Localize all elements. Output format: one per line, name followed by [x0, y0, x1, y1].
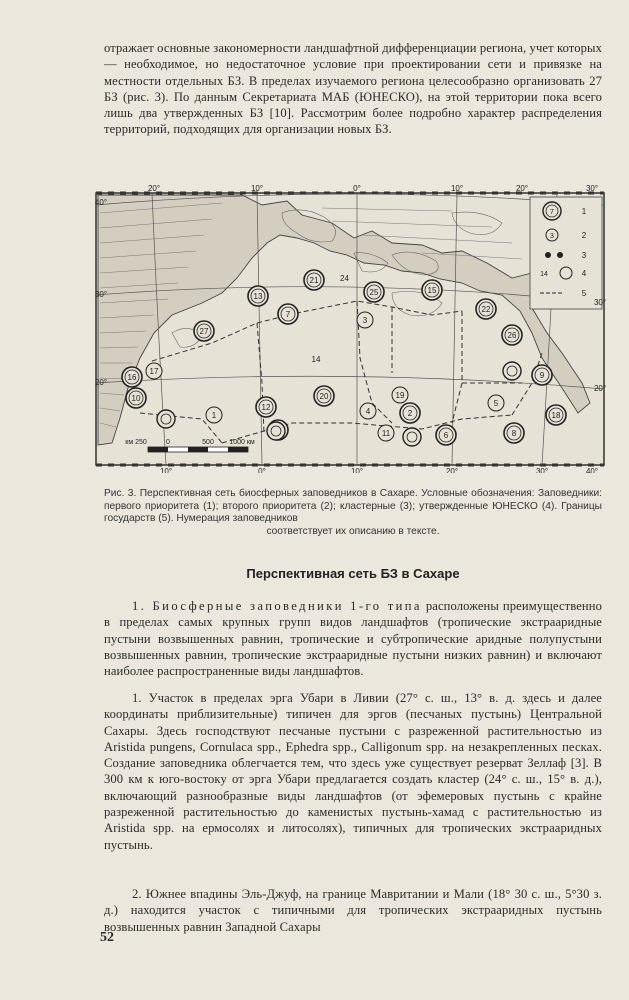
reserve-number: 17: [149, 367, 159, 376]
legend-symbol-number: 14: [540, 271, 548, 278]
page-number: 52: [100, 930, 114, 945]
figure-caption: [104, 488, 602, 538]
paragraph-reserves-type-1: [104, 598, 602, 679]
legend-label: 2: [581, 231, 587, 240]
reserve-cluster-ring: [503, 362, 521, 380]
reserve-number: 27: [199, 327, 209, 336]
latitude-left-label: 40°: [94, 198, 108, 207]
legend-symbol-number: 3: [550, 233, 554, 240]
caption-line-2: соответствует их описанию в тексте.: [266, 525, 440, 537]
reserve-number: 22: [481, 305, 491, 314]
scale-label: 500: [202, 439, 214, 446]
legend-label: 1: [581, 207, 587, 216]
legend-symbol-cluster-dot: [545, 252, 551, 258]
legend-symbol-cluster-dot: [557, 252, 563, 258]
reserve-number: 26: [507, 331, 517, 340]
reserve-number: 10: [131, 394, 141, 403]
reserve-cluster-ring: [157, 410, 175, 428]
intro-paragraph: отражает основные закономерности ландшафтной дифференциации региона, учет которых — необходимое, но недостаточное условие при проектировании сети и привязке на местности отдельных БЗ. В пределах изучаемого региона целесообразно организовать 27 БЗ (рис. 3). По данным Секретариата МАБ (ЮНЕСКО), на этой территории пока всего лишь два утвержденных БЗ [10]. Рассмотрим более подробно характер распределения территорий, подходящих для организации новых БЗ.: [104, 41, 602, 137]
reserve-number: 20: [319, 392, 329, 401]
scale-label: 0: [166, 439, 170, 446]
longitude-top-label: 20°: [515, 184, 529, 193]
paragraph-rest: расположены преимущественно в пределах самых крупных групп видов ландшафтов (тропические экстрааридные пустыни возвышенных равнин, тропические и субтропические аридные полупустыни возвышенных равнин, тропические экстрааридные пустыни низких равнин) и включают наиболее распространенные виды ландшафтов.: [104, 599, 602, 679]
reserve-number: 16: [127, 373, 137, 382]
legend-label: 3: [581, 251, 587, 260]
reserve-number: 18: [551, 411, 561, 420]
longitude-bottom-label: 30°: [535, 467, 549, 473]
latitude-right-label: 30°: [593, 298, 607, 307]
longitude-bottom-label: 0°: [258, 467, 266, 473]
area-label-24: 24: [340, 274, 349, 283]
longitude-top-label: 0°: [353, 184, 361, 193]
paragraph-ubari-erg: 1. Участок в пределах эрга Убари в Ливии (27° с. ш., 13° в. д. здесь и далее координаты приблизительные) типичен для эргов (песчаных пустынь) Центральной Сахары. Здесь господствуют песчаные пустыни с разреженной растительностью из Aristida pungens, Cornulaca spp., Ephedra spp., Calligonum spp. на незакрепленных песках. Создание заповедника облегчается тем, что здесь уже существует резерват Зеллаф [3]. В 300 км к юго-востоку от эрга Убари предлагается создать кластер (24° с. ш., 15° в. д.), включающий разнообразные виды ландшафтов (от эфемеровых пустынь с крайне разреженной растительностью до каменистых пустынь-хамад с растительностью из Aristida spp. на ермосолях и литосолях), типичных для тропических экстрааридных пустынь.: [104, 691, 602, 852]
caption-line-1: Рис. 3. Перспективная сеть биосферных заповедников в Сахаре. Условные обозначения: Заповедники: первого приоритета (1); второго приоритета (2); кластерные (3); утвержденные ЮНЕСКО (4). Границы государств (5). Нумерация заповедников: [104, 488, 602, 525]
reserve-number: 2: [407, 409, 413, 418]
longitude-top-label: 30°: [585, 184, 599, 193]
latitude-left-label: 20°: [94, 378, 108, 387]
reserve-number: 12: [261, 403, 271, 412]
map-figure: [92, 183, 610, 473]
longitude-top-label: 10°: [250, 184, 264, 193]
reserve-label: 14: [311, 355, 321, 364]
reserve-number: 4: [365, 407, 371, 416]
longitude-top-label: 20°: [147, 184, 161, 193]
scale-bar: [148, 447, 248, 452]
longitude-bottom-label: 40°: [585, 467, 599, 473]
reserve-number: 7: [285, 310, 291, 319]
section-heading: Перспективная сеть БЗ в Сахаре: [246, 566, 460, 581]
paragraph-el-djouf: 2. Южнее впадины Эль-Джуф, на границе Мавритании и Мали (18° 30 с. ш., 5°30 з. д.) находится участок с типичными для тропических экстрааридных пустынь возвышенных равнин Западной Сахары: [104, 887, 602, 934]
reserve-cluster-ring: [403, 428, 421, 446]
legend-symbol-number: 7: [550, 209, 554, 216]
saharan-reserves-map: [92, 183, 610, 473]
longitude-bottom-label: 10°: [159, 467, 173, 473]
reserve-number: 15: [427, 286, 437, 295]
longitude-top-label: 10°: [450, 184, 464, 193]
reserve-number: 3: [362, 316, 368, 325]
longitude-bottom-label: 20°: [445, 467, 459, 473]
reserve-number: 21: [309, 276, 319, 285]
scale-label: 1000 км: [229, 439, 255, 446]
scale-label: км 250: [125, 439, 147, 446]
legend-label: 5: [581, 289, 587, 298]
reserve-number: 13: [253, 292, 263, 301]
longitude-bottom-label: 10°: [350, 467, 364, 473]
map-legend: [530, 197, 602, 309]
latitude-left-label: 30°: [94, 290, 108, 299]
reserve-number: 19: [395, 391, 405, 400]
legend-label: 4: [581, 269, 587, 278]
reserve-number: 25: [369, 288, 379, 297]
reserve-number: 11: [381, 429, 391, 438]
reserve-number: 5: [493, 399, 499, 408]
reserve-number: 6: [443, 431, 449, 440]
reserve-number: 1: [211, 411, 217, 420]
reserve-number: 8: [511, 429, 517, 438]
reserve-cluster-ring: [267, 422, 285, 440]
spaced-lead-text: 1. Биосферные заповедники 1-го типа: [132, 599, 422, 613]
latitude-right-label: 20°: [593, 384, 607, 393]
reserve-number: 9: [539, 371, 545, 380]
